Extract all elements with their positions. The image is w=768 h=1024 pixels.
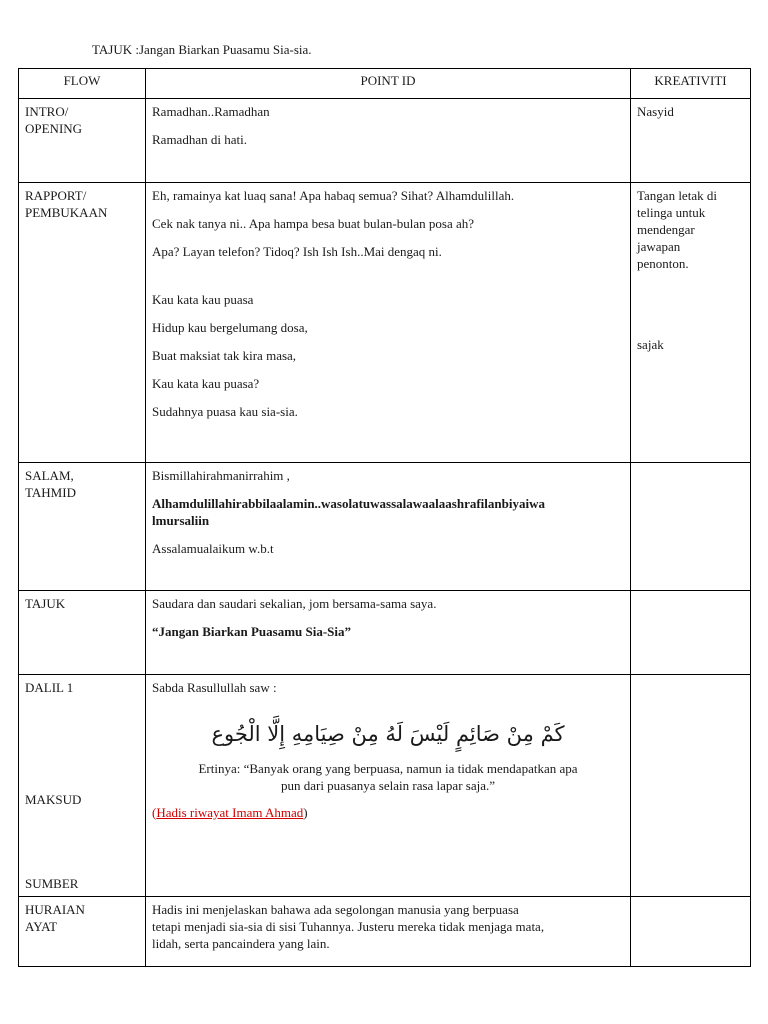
table-row-huraian (19, 897, 751, 967)
kreativiti-cell: Nasyid (631, 99, 751, 183)
kreativiti-cell: Tangan letak di telinga untuk mendengar jawapan penonton. sajak (631, 183, 751, 463)
hadith-source: (Hadis riwayat Imam Ahmad) (152, 805, 308, 820)
header-flow: FLOW (19, 69, 146, 99)
table-row-tajuk (19, 591, 751, 675)
header-point: POINT ID (146, 69, 631, 99)
translation: Ertinya: “Banyak orang yang berpuasa, namun ia tidak mendapatkan apa pun dari puasanya selain rasa lapar saja.” (198, 761, 578, 793)
kreativiti-cell (631, 591, 751, 675)
poem-line: Hidup kau bergelumang dosa, (152, 320, 308, 335)
point-cell: Eh, ramainya kat luaq sana! Apa habaq semua? Sihat? Alhamdulillah. Cek nak tanya ni.. Apa hampa besa buat bulan-bulan posa ah? Apa? Layan telefon? Tidoq? Ish Ish Ish..Mai dengaq ni. Kau kata kau puasa Hidup kau bergelumang dosa, Buat maksiat tak kira masa, Kau kata kau puasa? Sudahnya puasa kau sia-sia. (146, 183, 631, 463)
flow-cell: INTRO/ OPENING (19, 99, 146, 183)
source-link[interactable]: Hadis riwayat Imam Ahmad (156, 805, 304, 820)
table-row-dalil (19, 675, 751, 897)
kreativiti-cell (631, 675, 751, 897)
kreativiti-cell (631, 897, 751, 967)
point-cell: Ramadhan..Ramadhan Ramadhan di hati. (146, 99, 631, 183)
flow-cell: RAPPORT/ PEMBUKAAN (19, 183, 146, 463)
poem-line: Kau kata kau puasa? (152, 376, 260, 391)
flow-cell: DALIL 1 MAKSUD SUMBER (19, 675, 146, 897)
script-table (18, 68, 751, 967)
point-cell: Sabda Rasullullah saw : كَمْ مِنْ صَائِمٍ لَيْسَ لَهُ مِنْ صِيَامِهِ إِلَّا الْجُوع Ertinya: “Banyak orang yang berpuasa, namun ia tidak mendapatkan apa pun dari puasanya selain rasa lapar saja.” (Hadis riwayat Imam Ahmad) (146, 675, 631, 897)
table-row-salam (19, 463, 751, 591)
document-title: TAJUK :Jangan Biarkan Puasamu Sia-sia. (92, 42, 312, 57)
point-cell: Saudara dan saudari sekalian, jom bersama-sama saya. “Jangan Biarkan Puasamu Sia-Sia” (146, 591, 631, 675)
header-row (19, 69, 751, 99)
flow-cell: SALAM, TAHMID (19, 463, 146, 591)
poem-line: Sudahnya puasa kau sia-sia. (152, 404, 298, 419)
table-row-intro (19, 99, 751, 183)
point-cell: Bismillahirahmanirrahim , Alhamdulillahirabbilaalamin..wasolatuwassalawaalaashrafilanbiyaiwa lmursaliin Assalamualaikum w.b.t (146, 463, 631, 591)
kreativiti-cell (631, 463, 751, 591)
flow-cell: TAJUK (19, 591, 146, 675)
header-kreativiti: KREATIVITI (631, 69, 751, 99)
flow-cell: HURAIAN AYAT (19, 897, 146, 967)
point-cell: Hadis ini menjelaskan bahawa ada segolongan manusia yang berpuasa tetapi menjadi sia-sia di sisi Tuhannya. Justeru mereka tidak menjaga mata, lidah, serta pancaindera yang lain. (146, 897, 631, 967)
poem-line: Buat maksiat tak kira masa, (152, 348, 297, 363)
poem-line: Kau kata kau puasa (152, 292, 254, 307)
table-row-rapport (19, 183, 751, 463)
arabic-hadith: كَمْ مِنْ صَائِمٍ لَيْسَ لَهُ مِنْ صِيَامِهِ إِلَّا الْجُوع (211, 722, 565, 746)
